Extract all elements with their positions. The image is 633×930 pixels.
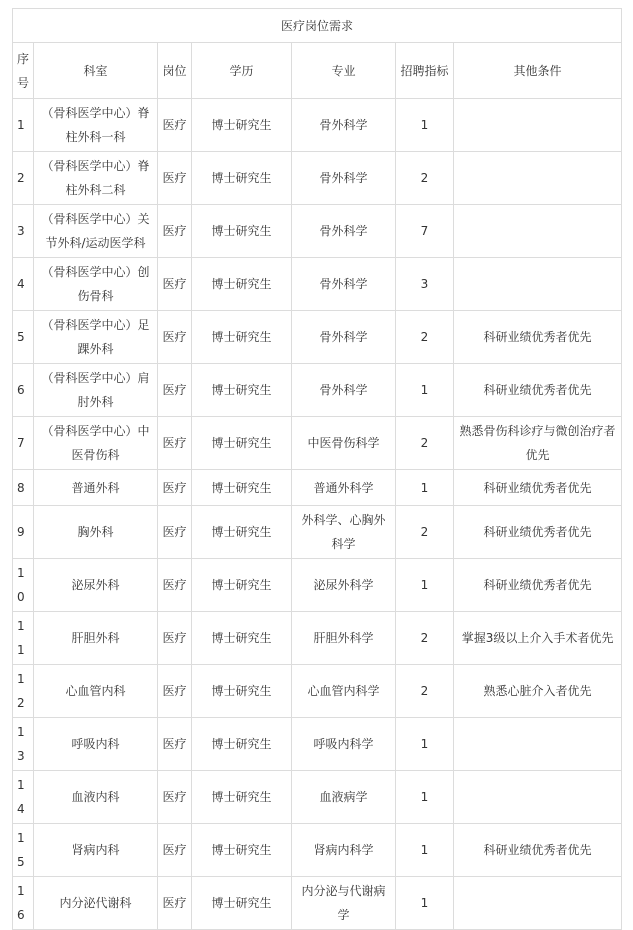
recruitment-table [12, 8, 622, 930]
table-cell: 呼吸内科学 [292, 718, 396, 771]
table-cell: 医疗 [158, 205, 192, 258]
table-cell: 血液内科 [34, 771, 158, 824]
table-cell: 科研业绩优秀者优先 [454, 470, 622, 506]
table-row [13, 824, 622, 877]
table-cell: 博士研究生 [192, 311, 292, 364]
table-cell: 博士研究生 [192, 718, 292, 771]
table-cell: 医疗 [158, 152, 192, 205]
table-cell: 医疗 [158, 612, 192, 665]
table-cell: 博士研究生 [192, 877, 292, 930]
table-cell [454, 99, 622, 152]
table-cell: 心血管内科学 [292, 665, 396, 718]
table-cell: 16 [13, 877, 34, 930]
table-cell: （骨科医学中心）中医骨伤科 [34, 417, 158, 470]
table-row [13, 258, 622, 311]
table-row [13, 152, 622, 205]
column-header: 学历 [192, 43, 292, 99]
table-row [13, 364, 622, 417]
table-cell: 医疗 [158, 824, 192, 877]
table-cell: （骨科医学中心）肩肘外科 [34, 364, 158, 417]
column-header: 招聘指标 [396, 43, 454, 99]
table-cell: 泌尿外科学 [292, 559, 396, 612]
table-cell: 泌尿外科 [34, 559, 158, 612]
table-cell: 血液病学 [292, 771, 396, 824]
column-header: 科室 [34, 43, 158, 99]
table-cell: 心血管内科 [34, 665, 158, 718]
table-cell [454, 205, 622, 258]
table-cell: 科研业绩优秀者优先 [454, 824, 622, 877]
table-row [13, 506, 622, 559]
column-header: 岗位 [158, 43, 192, 99]
table-cell: 熟悉骨伤科诊疗与微创治疗者优先 [454, 417, 622, 470]
table-cell: 内分泌代谢科 [34, 877, 158, 930]
table-cell [454, 258, 622, 311]
table-title: 医疗岗位需求 [13, 9, 622, 43]
table-row [13, 665, 622, 718]
table-cell: 科研业绩优秀者优先 [454, 364, 622, 417]
table-cell: 科研业绩优秀者优先 [454, 559, 622, 612]
table-cell [454, 718, 622, 771]
table-cell: 1 [396, 824, 454, 877]
table-cell: 内分泌与代谢病学 [292, 877, 396, 930]
table-cell: 1 [13, 99, 34, 152]
table-cell: 肾病内科 [34, 824, 158, 877]
table-cell: 医疗 [158, 877, 192, 930]
table-cell: 博士研究生 [192, 771, 292, 824]
table-cell: 1 [396, 99, 454, 152]
table-cell: 医疗 [158, 665, 192, 718]
table-cell: 1 [396, 364, 454, 417]
table-cell: 普通外科学 [292, 470, 396, 506]
table-cell: 医疗 [158, 311, 192, 364]
table-cell: 熟悉心脏介入者优先 [454, 665, 622, 718]
table-cell: 博士研究生 [192, 506, 292, 559]
table-cell: 博士研究生 [192, 258, 292, 311]
table-cell: 博士研究生 [192, 470, 292, 506]
table-cell: 1 [396, 559, 454, 612]
table-cell: （骨科医学中心）足踝外科 [34, 311, 158, 364]
table-cell: （骨科医学中心）关节外科/运动医学科 [34, 205, 158, 258]
table-cell: 1 [396, 877, 454, 930]
table-cell: 4 [13, 258, 34, 311]
table-cell: 博士研究生 [192, 417, 292, 470]
table-row [13, 417, 622, 470]
table-cell: 8 [13, 470, 34, 506]
table-cell: 博士研究生 [192, 559, 292, 612]
table-cell: 12 [13, 665, 34, 718]
table-cell: 骨外科学 [292, 364, 396, 417]
table-row [13, 771, 622, 824]
table-cell: 11 [13, 612, 34, 665]
column-header: 序号 [13, 43, 34, 99]
table-cell: 医疗 [158, 506, 192, 559]
table-cell: 医疗 [158, 364, 192, 417]
table-cell: 博士研究生 [192, 665, 292, 718]
table-cell: 科研业绩优秀者优先 [454, 311, 622, 364]
table-cell: 骨外科学 [292, 152, 396, 205]
table-cell [454, 152, 622, 205]
table-cell: 医疗 [158, 99, 192, 152]
table-row [13, 877, 622, 930]
table-cell: 2 [396, 665, 454, 718]
table-cell: 2 [396, 612, 454, 665]
table-cell: 医疗 [158, 470, 192, 506]
table-cell: （骨科医学中心）脊柱外科二科 [34, 152, 158, 205]
table-cell: 外科学、心胸外科学 [292, 506, 396, 559]
table-cell: 1 [396, 771, 454, 824]
column-header: 专业 [292, 43, 396, 99]
table-row [13, 311, 622, 364]
table-cell: 15 [13, 824, 34, 877]
table-cell [454, 771, 622, 824]
table-cell: 医疗 [158, 559, 192, 612]
table-row [13, 99, 622, 152]
table-cell: 6 [13, 364, 34, 417]
table-cell: 13 [13, 718, 34, 771]
table-cell: 2 [396, 152, 454, 205]
table-cell: 7 [13, 417, 34, 470]
table-cell: 2 [13, 152, 34, 205]
table-cell: 肝胆外科 [34, 612, 158, 665]
column-header: 其他条件 [454, 43, 622, 99]
table-cell [454, 877, 622, 930]
table-row [13, 612, 622, 665]
table-row [13, 470, 622, 506]
table-cell: 9 [13, 506, 34, 559]
table-cell: （骨科医学中心）创伤骨科 [34, 258, 158, 311]
table-cell: 普通外科 [34, 470, 158, 506]
table-cell: 骨外科学 [292, 99, 396, 152]
table-cell: 2 [396, 417, 454, 470]
table-cell: 3 [396, 258, 454, 311]
table-cell: 5 [13, 311, 34, 364]
table-cell: 1 [396, 718, 454, 771]
table-row [13, 718, 622, 771]
header-row [13, 43, 622, 99]
table-cell: 医疗 [158, 771, 192, 824]
table-cell: 7 [396, 205, 454, 258]
table-row [13, 205, 622, 258]
table-cell: 骨外科学 [292, 205, 396, 258]
table-cell: 肾病内科学 [292, 824, 396, 877]
table-cell: 3 [13, 205, 34, 258]
table-cell: 博士研究生 [192, 824, 292, 877]
table-cell: 博士研究生 [192, 612, 292, 665]
table-cell: 14 [13, 771, 34, 824]
table-cell: 医疗 [158, 417, 192, 470]
table-cell: 胸外科 [34, 506, 158, 559]
table-cell: 博士研究生 [192, 152, 292, 205]
table-cell: 10 [13, 559, 34, 612]
table-cell: 科研业绩优秀者优先 [454, 506, 622, 559]
table-cell: 骨外科学 [292, 311, 396, 364]
table-cell: 医疗 [158, 718, 192, 771]
table-cell: 骨外科学 [292, 258, 396, 311]
table-row [13, 559, 622, 612]
table-cell: 2 [396, 506, 454, 559]
table-cell: 掌握3级以上介入手术者优先 [454, 612, 622, 665]
table-cell: 医疗 [158, 258, 192, 311]
table-cell: 博士研究生 [192, 99, 292, 152]
table-cell: 1 [396, 470, 454, 506]
table-cell: （骨科医学中心）脊柱外科一科 [34, 99, 158, 152]
table-cell: 2 [396, 311, 454, 364]
table-cell: 中医骨伤科学 [292, 417, 396, 470]
table-cell: 呼吸内科 [34, 718, 158, 771]
table-cell: 肝胆外科学 [292, 612, 396, 665]
table-cell: 博士研究生 [192, 364, 292, 417]
table-cell: 博士研究生 [192, 205, 292, 258]
